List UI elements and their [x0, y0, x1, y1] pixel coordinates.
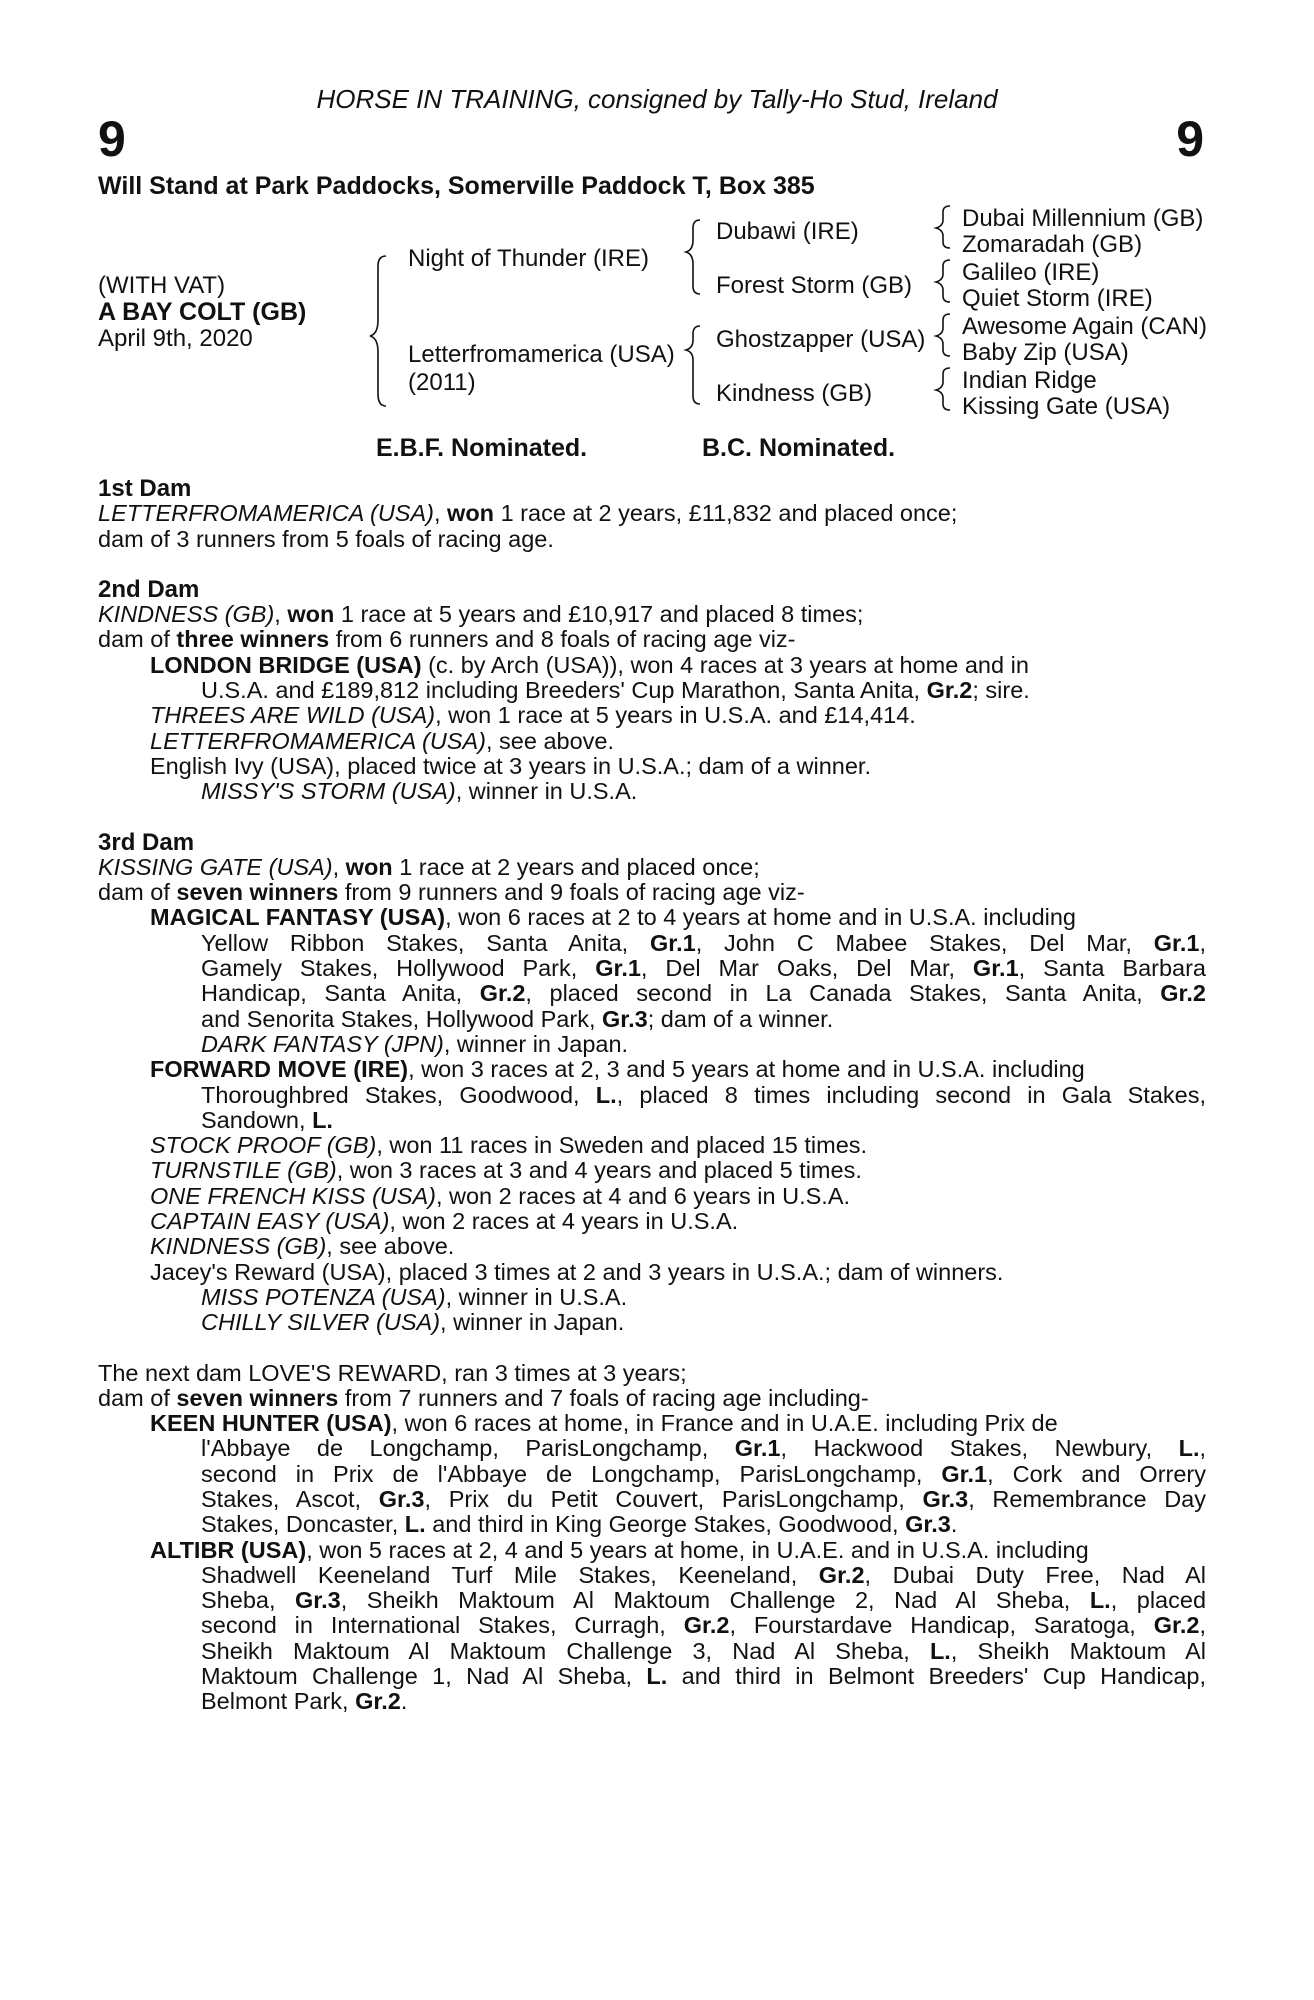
- horse-name: LONDON BRIDGE (USA): [150, 651, 422, 678]
- progeny-one-french-kiss: [98, 1184, 1206, 1209]
- race-record: , won 2 races at 4 years in U.S.A.: [389, 1208, 739, 1235]
- race-record: 1 race at 2 years, £11,832 and placed once;: [494, 500, 958, 527]
- horse-name: CHILLY SILVER (USA): [201, 1309, 441, 1336]
- listed-label: L.: [595, 1081, 617, 1108]
- text: from 9 runners and 9 foals of racing age viz-: [338, 879, 805, 906]
- race-record: , John C Mabee Stakes, Del Mar,: [695, 929, 1154, 956]
- pedigree-dam-year: (2011): [408, 369, 476, 396]
- grade-label: Gr.2: [355, 1688, 401, 1715]
- progeny-english-ivy: English Ivy (USA), placed twice at 3 years in U.S.A.; dam of a winner.: [150, 752, 871, 779]
- magical-fantasy-line-2: [98, 931, 1206, 956]
- horse-name: KISSING GATE (USA): [98, 853, 333, 880]
- race-record: , won 6 races at home, in France and in U.A.E. including Prix de: [391, 1410, 1058, 1437]
- horse-name: STOCK PROOF (GB): [150, 1132, 377, 1159]
- horse-name: MAGICAL FANTASY (USA): [150, 904, 446, 931]
- race-record: , won 1 race at 5 years in U.S.A. and £14,414.: [435, 702, 916, 729]
- grade-label: Gr.2: [479, 980, 526, 1007]
- listed-label: L.: [404, 1511, 426, 1538]
- race-record: , Prix du Petit Couvert, ParisLongchamp,: [424, 1485, 923, 1512]
- race-record: , won 3 races at 3 and 4 years and placed 5 times.: [336, 1157, 862, 1184]
- catalogue-header: HORSE IN TRAINING, consigned by Tally-Ho Stud, Ireland: [316, 84, 998, 114]
- stand-location: Will Stand at Park Paddocks, Somerville Paddock T, Box 385: [98, 172, 815, 200]
- grade-label: Gr.2: [683, 1612, 730, 1639]
- vat-note: (WITH VAT): [98, 272, 226, 299]
- progeny-dark-fantasy: [98, 1032, 1206, 1057]
- horse-name: FORWARD MOVE (IRE): [150, 1056, 409, 1083]
- forward-move-line-3: [98, 1108, 1206, 1133]
- race-record: and Senorita Stakes, Hollywood Park,: [201, 1005, 603, 1032]
- race-record: Sheikh Maktoum Al Maktoum Challenge 3, Nad Al Sheba,: [201, 1637, 930, 1664]
- horse-name: DARK FANTASY (JPN): [201, 1030, 444, 1057]
- winners-count: seven winners: [176, 879, 339, 906]
- brace-dubawi: [936, 206, 950, 248]
- bc-nominated: B.C. Nominated.: [702, 434, 896, 462]
- race-record: Sheba,: [201, 1587, 296, 1614]
- second-dam-heading: 2nd Dam: [98, 575, 200, 603]
- race-record: , Sheikh Maktoum Al Maktoum Challenge 2, Nad Al Sheba,: [340, 1587, 1090, 1614]
- text: from 7 runners and 7 foals of racing age including-: [338, 1384, 869, 1411]
- progeny-captain-easy: [98, 1209, 1206, 1234]
- horse-name: LETTERFROMAMERICA (USA): [98, 500, 434, 527]
- progeny-london-bridge: [98, 653, 1206, 678]
- pedigree-g6: Baby Zip (USA): [962, 339, 1129, 366]
- race-record: , Sheikh Maktoum Al: [950, 1637, 1206, 1664]
- race-record: ; sire.: [972, 677, 1030, 704]
- pedigree-dam: Letterfromamerica (USA): [408, 341, 675, 368]
- race-record: .: [400, 1688, 408, 1715]
- progeny-missys-storm: [98, 779, 1206, 804]
- horse-name: MISSY'S STORM (USA): [201, 778, 456, 805]
- race-record: ; dam of a winner.: [647, 1005, 834, 1032]
- race-record: , see above.: [485, 727, 615, 754]
- brace-dam: [686, 326, 700, 404]
- horse-name: CAPTAIN EASY (USA): [150, 1208, 390, 1235]
- text: dam of: [98, 1384, 177, 1411]
- grade-label: Gr.2: [1160, 980, 1206, 1007]
- text: from 6 runners and 8 foals of racing age viz-: [329, 626, 796, 653]
- text: dam of: [98, 626, 177, 653]
- grade-label: Gr.3: [922, 1485, 969, 1512]
- progeny-magical-fantasy: [98, 905, 1206, 930]
- pedigree-sire-sire: Dubawi (IRE): [716, 218, 859, 245]
- grade-label: Gr.1: [595, 955, 641, 982]
- race-record: , Cork and Orrery: [987, 1460, 1206, 1487]
- race-record: , won 11 races in Sweden and placed 15 times.: [376, 1132, 868, 1159]
- progeny-forward-move: [98, 1057, 1206, 1082]
- pedigree-g7: Indian Ridge: [962, 367, 1097, 394]
- horse-name: LETTERFROMAMERICA (USA): [150, 727, 486, 754]
- first-dam-heading: 1st Dam: [98, 475, 192, 502]
- brace-sire: [686, 220, 700, 294]
- grade-label: Gr.2: [926, 677, 973, 704]
- race-record: (c. by Arch (USA)), won 4 races at 3 years at home and in: [421, 651, 1029, 678]
- pedigree-dam-sire: Ghostzapper (USA): [716, 326, 926, 353]
- race-record: , Dubai Duty Free, Nad Al: [864, 1561, 1206, 1588]
- keen-hunter-line-5: [98, 1512, 1206, 1537]
- progeny-chilly-silver: [98, 1310, 1206, 1335]
- lot-number-right: 9: [1176, 111, 1204, 167]
- race-record: and third in King George Stakes, Goodwood,: [425, 1511, 906, 1538]
- next-dam-line-2: [98, 1386, 1206, 1411]
- produce-record: [98, 476, 1206, 1715]
- altibr-line-3: [98, 1588, 1206, 1613]
- race-record: , Santa Barbara: [1018, 955, 1206, 982]
- race-record: Yellow Ribbon Stakes, Santa Anita,: [201, 929, 650, 956]
- race-record: , won 5 races at 2, 4 and 5 years at home, in U.A.E. and in U.S.A. including: [306, 1536, 1089, 1563]
- lot-number-left: 9: [98, 111, 126, 167]
- horse-dob: April 9th, 2020: [98, 325, 253, 352]
- altibr-line-5: [98, 1639, 1206, 1664]
- race-record: Gamely Stakes, Hollywood Park,: [201, 955, 596, 982]
- keen-hunter-line-2: [98, 1436, 1206, 1461]
- race-record: Handicap, Santa Anita,: [201, 980, 480, 1007]
- won-label: won: [287, 601, 335, 628]
- progeny-london-bridge-cont: [98, 678, 1206, 703]
- winners-count: three winners: [176, 626, 330, 653]
- forward-move-line-2: [98, 1083, 1206, 1108]
- race-record: , Del Mar Oaks, Del Mar,: [640, 955, 973, 982]
- grade-label: Gr.2: [818, 1561, 865, 1588]
- brace-ghostzapper: [936, 314, 950, 356]
- pedigree-sire: Night of Thunder (IRE): [408, 245, 649, 272]
- progeny-stock-proof: [98, 1133, 1206, 1158]
- magical-fantasy-line-4: [98, 981, 1206, 1006]
- progeny-miss-potenza: [98, 1285, 1206, 1310]
- horse-name: KEEN HUNTER (USA): [150, 1410, 392, 1437]
- race-record: Sandown,: [201, 1106, 313, 1133]
- race-record: second in International Stakes, Curragh,: [201, 1612, 684, 1639]
- second-dam-line-1: KINDNESS (GB), won 1 race at 5 years and £10,917 and placed 8 times;: [98, 601, 864, 628]
- horse-name: ONE FRENCH KISS (USA): [150, 1182, 436, 1209]
- keen-hunter-line-3: [98, 1462, 1206, 1487]
- grade-label: Gr.1: [972, 955, 1019, 982]
- brace-gen1: [370, 256, 386, 406]
- race-record: , Fourstardave Handicap, Saratoga,: [729, 1612, 1154, 1639]
- grade-label: Gr.3: [378, 1485, 425, 1512]
- pedigree-g2: Zomaradah (GB): [962, 231, 1143, 258]
- second-dam-section: [98, 577, 1206, 805]
- grade-label: Gr.1: [649, 929, 696, 956]
- pedigree-g4: Quiet Storm (IRE): [962, 285, 1153, 312]
- magical-fantasy-line-5: [98, 1007, 1206, 1032]
- pedigree-dam-dam: Kindness (GB): [716, 380, 873, 407]
- ebf-nominated: E.B.F. Nominated.: [376, 434, 588, 462]
- race-record: , won 3 races at 2, 3 and 5 years at home and in U.S.A. including: [408, 1056, 1085, 1083]
- horse-name: A BAY COLT (GB): [98, 298, 307, 326]
- grade-label: Gr.1: [1153, 929, 1200, 956]
- horse-name: ALTIBR (USA): [150, 1536, 307, 1563]
- race-record: Shadwell Keeneland Turf Mile Stakes, Keeneland,: [201, 1561, 819, 1588]
- listed-label: L.: [929, 1637, 951, 1664]
- first-dam-section: [98, 476, 1206, 552]
- third-dam-section: [98, 830, 1206, 1336]
- text: dam of: [98, 879, 177, 906]
- race-record: Stakes, Doncaster,: [201, 1511, 405, 1538]
- won-label: won: [345, 853, 393, 880]
- pedigree-g8: Kissing Gate (USA): [962, 393, 1171, 420]
- keen-hunter-line-4: [98, 1487, 1206, 1512]
- grade-label: Gr.3: [602, 1005, 648, 1032]
- race-record: ,: [1199, 1435, 1207, 1462]
- next-dam-line-1: The next dam LOVE'S REWARD, ran 3 times at 3 years;: [98, 1359, 687, 1386]
- first-dam-line-1: LETTERFROMAMERICA (USA), won 1 race at 2 years, £11,832 and placed once;: [98, 500, 958, 527]
- race-record: Stakes, Ascot,: [201, 1485, 379, 1512]
- brace-kindness: [936, 368, 950, 410]
- race-record: , placed second in La Canada Stakes, Santa Anita,: [525, 980, 1161, 1007]
- first-dam-line-2: dam of 3 runners from 5 foals of racing age.: [98, 525, 554, 552]
- next-dam-section: [98, 1361, 1206, 1715]
- altibr-line-7: [98, 1689, 1206, 1714]
- won-label: won: [447, 500, 495, 527]
- progeny-letterfromamerica: [98, 729, 1206, 754]
- altibr-line-6: [98, 1664, 1206, 1689]
- race-record: ,: [1199, 929, 1206, 956]
- progeny-altibr: [98, 1538, 1206, 1563]
- race-record: , winner in U.S.A.: [445, 1283, 628, 1310]
- third-dam-heading: 3rd Dam: [98, 828, 195, 856]
- race-record: 1 race at 5 years and £10,917 and placed 8 times;: [334, 601, 864, 628]
- altibr-line-2: [98, 1563, 1206, 1588]
- pedigree-g5: Awesome Again (CAN): [962, 313, 1207, 340]
- progeny-kindness: [98, 1234, 1206, 1259]
- listed-label: L.: [646, 1663, 668, 1690]
- horse-name: KINDNESS (GB): [150, 1233, 327, 1260]
- grade-label: Gr.3: [905, 1511, 951, 1538]
- race-record: Thoroughbred Stakes, Goodwood,: [201, 1081, 596, 1108]
- listed-label: L.: [1089, 1587, 1111, 1614]
- race-record: , winner in Japan.: [440, 1309, 625, 1336]
- race-record: , winner in U.S.A.: [455, 778, 638, 805]
- grade-label: Gr.1: [941, 1460, 988, 1487]
- race-record: , winner in Japan.: [443, 1030, 629, 1057]
- horse-name: TURNSTILE (GB): [150, 1157, 337, 1184]
- pedigree-g3: Galileo (IRE): [962, 259, 1100, 286]
- horse-name: KINDNESS (GB): [98, 601, 275, 628]
- race-record: Belmont Park,: [201, 1688, 356, 1715]
- race-record: U.S.A. and £189,812 including Breeders' Cup Marathon, Santa Anita,: [201, 677, 927, 704]
- race-record: second in Prix de l'Abbaye de Longchamp, ParisLongchamp,: [201, 1460, 942, 1487]
- altibr-line-4: [98, 1613, 1206, 1638]
- magical-fantasy-line-3: [98, 956, 1206, 981]
- grade-label: Gr.3: [295, 1587, 341, 1614]
- progeny-threes-are-wild: [98, 703, 1206, 728]
- grade-label: Gr.1: [734, 1435, 781, 1462]
- brace-foreststorm: [936, 260, 950, 302]
- progeny-jaceys-reward: Jacey's Reward (USA), placed 3 times at 2 and 3 years in U.S.A.; dam of winners.: [150, 1258, 1004, 1285]
- pedigree-sire-dam: Forest Storm (GB): [716, 272, 913, 299]
- race-record: , won 2 races at 4 and 6 years in U.S.A.: [435, 1182, 851, 1209]
- progeny-turnstile: [98, 1158, 1206, 1183]
- winners-count: seven winners: [176, 1384, 339, 1411]
- pedigree-g1: Dubai Millennium (GB): [962, 205, 1204, 232]
- listed-label: L.: [1178, 1435, 1200, 1462]
- race-record: , placed: [1110, 1587, 1207, 1614]
- progeny-keen-hunter: [98, 1411, 1206, 1436]
- listed-label: L.: [312, 1106, 333, 1133]
- race-record: , see above.: [326, 1233, 455, 1260]
- third-dam-line-1: KISSING GATE (USA), won 1 race at 2 years and placed once;: [98, 853, 760, 880]
- grade-label: Gr.2: [1153, 1612, 1200, 1639]
- race-record: , Hackwood Stakes, Newbury,: [780, 1435, 1179, 1462]
- horse-name: THREES ARE WILD (USA): [150, 702, 436, 729]
- race-record: and third in Belmont Breeders' Cup Handicap,: [667, 1663, 1206, 1690]
- race-record: , won 6 races at 2 to 4 years at home and in U.S.A. including: [445, 904, 1076, 931]
- race-record: .: [950, 1511, 958, 1538]
- race-record: , Remembrance Day: [968, 1485, 1206, 1512]
- race-record: Maktoum Challenge 1, Nad Al Sheba,: [201, 1663, 647, 1690]
- race-record: 1 race at 2 years and placed once;: [392, 853, 760, 880]
- second-dam-line-2: [98, 627, 1206, 652]
- race-record: ,: [1199, 1612, 1206, 1639]
- third-dam-line-2: [98, 880, 1206, 905]
- horse-name: MISS POTENZA (USA): [201, 1283, 446, 1310]
- race-record: , placed 8 times including second in Gala Stakes,: [616, 1081, 1206, 1108]
- race-record: l'Abbaye de Longchamp, ParisLongchamp,: [201, 1435, 735, 1462]
